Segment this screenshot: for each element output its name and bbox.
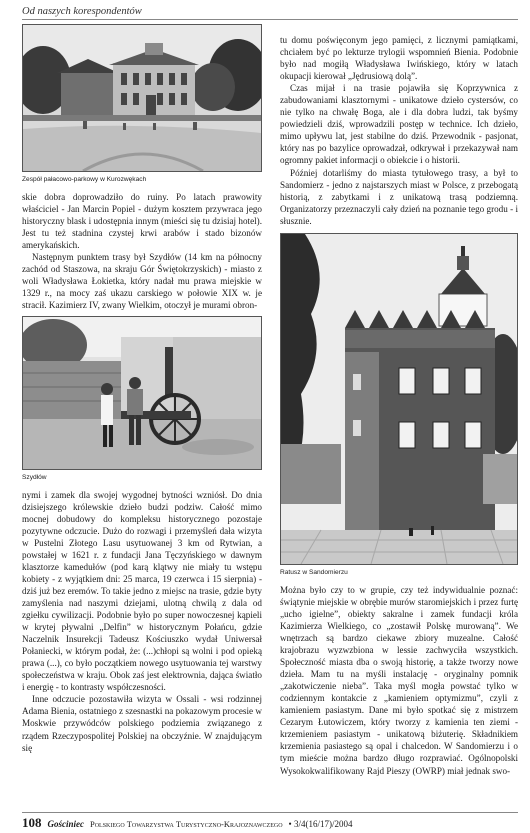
page-footer [22,812,518,831]
issue-number: • 3/4(16/17)/2004 [288,819,353,829]
section-header [22,6,518,20]
paragraph: Inne odczucie pozostawiła wizyta w Ossali - wsi rodzinnej Adama Bienia, ostatniego z szesnastki na pokazowym procesie w Moskwie przywódców polskiego podziemia związanego z rządem Rzeczypospolitej Polskiej na obczyźnie. W znajdującym się [22,694,262,753]
palace-illustration [23,25,261,171]
publisher-name: Polskiego Towarzystwa Turystyczno-Krajoznawczego [90,819,283,829]
right-column [280,34,518,777]
photo-szydlow [22,316,262,470]
paragraph: Czas mijał i na trasie pojawiła się Koprzywnica z zabudowaniami klasztornymi - unikatowe dzieło cystersów, co nie tylko na chwałę Boga, ale i dla dobra ludzi, tak byśmy powiedzieli dziś, wprowadzili postęp w technice. Ich dzieło, mimo upływu lat, jest stabilne do dziś. Przewodnik - pasjonat, który nas po bazylice oprowadzał, odkrywał i przekazywał nam ogromny pakiet informacji o obiekcie i o historii. [280,83,518,166]
left-column [22,24,262,754]
page-number: 108 [22,815,42,830]
paragraph: Można było czy to w grupie, czy też indywidualnie poznać: świątynie miejskie w obrębie murów staromiejskich i przez furtę „ucho igielne”, obiekty sakralne i zamek fundacji króla Kazimierza Wielkiego, co „zostawił Polskę murowaną”. We wnętrzach są bardzo ciekawe zbiory muzealne. Całość krajobrazu wyzwzbiona w lessie zachwyciła wszystkich. Społeczność miasta dba o swoją historię, a także tworzy nowe dzieła. Mam tu na myśli instalację - oryginalny pomnik „zakotwiczenie nieba”. Taka myśl mogła powstać tylko w codziennym kontakcie z „kamieniem optymizmu”, czyli z kamieniem pasiastym. Dane mi było spotkać się z mistrzem Cezarym Łutowiczem, który tworzy z kamienia ten ziemi - krzemieniem pasiastym - unikatową biżuterię. Składnikiem krzemienia pasiastego są opal i chalcedon. W Sandomierzu i o tym mieście można bardzo długo rozprawiać. Ogólnopolski Wysokokwalifikowany Rajd Pieszy (OWRP) miał jednak swo- [280,584,518,776]
paragraph: tu domu poświęconym jego pamięci, z licznymi pamiątkami, chciałem być po lekturze trylogii wspomnień Bienia. Podobnie było nad mogiłą Władysława Iwińskiego, który w latach okupacji kierował „Jędrusiową dolą”. [280,35,518,82]
szydlow-illustration [23,317,261,469]
town-hall-illustration [281,234,517,564]
magazine-title: Gościniec [47,819,84,829]
section-title: Od naszych korespondentów [22,6,142,17]
photo-caption: Ratusz w Sandomierzu [280,568,348,576]
paragraph: Później dotarliśmy do miasta tytułowego trasy, a był to Sandomierz - jedno z najstarszych miast w Polsce, z przebogatą historią, z zabytkami i z unikatową trasą podziemną. Organizatorzy przeznaczyli cały dzień na poznanie tego grodu - i słusznie. [280,167,518,226]
paragraph: Następnym punktem trasy był Szydłów (14 km na północny zachód od Staszowa, na skraju Gór Świętokrzyskich) - miasto z woli Władysława Łokietka, który nadał mu prawa miejskie w 1329 r., na mocy zaś ukazu carskiego w połowie XIX w. je stracił. Kazimierz IV, zwany Wielkim, otoczył je murami obron- [22,252,262,311]
paragraph: nymi i zamek dla swojej wygodnej bytności wzniósł. Do dnia dzisiejszego królewskie dzieło budzi podziw. Całość mimo mocnej dobudowy do kompleksu historycznego pozostaje pozytywne odczucie. Dużo do rozwagi i przemyśleń dała wizyta w Pustelni Złotego Lasu usytuowanej 3 km od Rytwian, a powstałej w 1621 r. z fundacji Jana Tęczyńskiego w dawnym klasztorze kamedułów (pod karą klątwy nie miały tu wstępu kobiety - z wyjątkiem dni: 25 marca, 19 czerwca i 15 sierpnia) - dziś już bez eremów. To takie jedno z miejsc na trasie, gdzie byty zamyślenia nad naszymi dziejami, ulotną chwilą z dala od zgiełku cywilizacji. Podobnie było po super nowoczesnej kąpieli w krytej pływalni „Delfin” w historycznym Połańcu, gdzie Naczelnik Insurekcji Tadeusz Kościuszko wydał Uniwersał Połaniecki, w którym podał, że: (...)chłopi są wolni i pod opieką prawa (...), co było początkiem nowego usytuowania tej warstwy społeczeństwa w kraju. Obok zaś jest elektrownia, dająca światło i energię - to kontrasty współczesności. [22,489,262,693]
photo-kurozweki [22,24,262,172]
photo-sandomierz [280,233,518,565]
paragraph: skie dobra doprowadziło do ruiny. Po latach prawowity właściciel - Jan Marcin Popiel - dużym kosztem przywraca jego historyczny blask i udostępnia innym (mieści się tu dzisiaj hotel). Jest tu też stadnina czystej krwi arabów i stado bizonów amerykańskich. [22,192,262,251]
photo-caption: Szydłów [22,473,47,481]
photo-caption: Zespół pałacowo-parkowy w Kurozwękach [22,176,147,183]
